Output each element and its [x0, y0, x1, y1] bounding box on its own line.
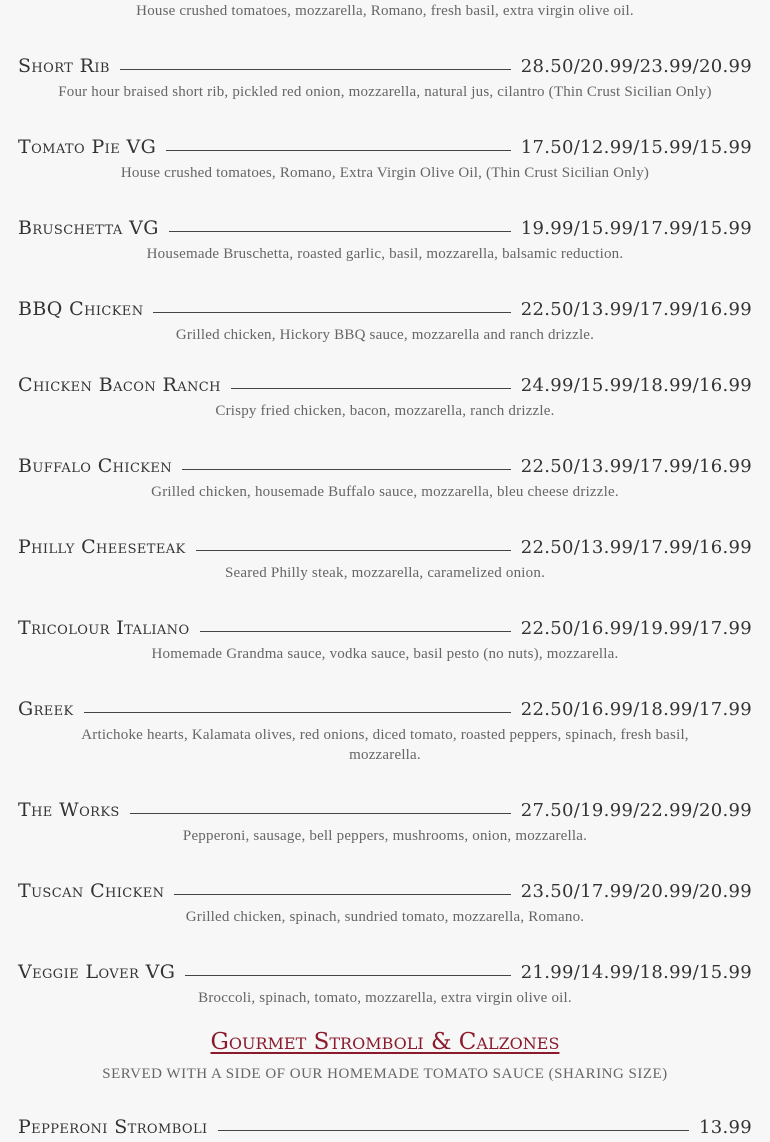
dotted-leader: [153, 311, 510, 313]
item-name: Bruschetta VG: [18, 217, 159, 239]
menu-item: [18, 791, 752, 821]
dotted-leader: [182, 468, 511, 470]
item-name: Tuscan Chicken: [18, 880, 165, 902]
item-price: 19.99/15.99/17.99/15.99: [520, 218, 752, 239]
item-description: Seared Philly steak, mozzarella, caramelized onion.: [224, 565, 546, 581]
item-name: Veggie Lover VG: [18, 961, 176, 983]
menu-item: [18, 290, 752, 320]
section-subtitle: SERVED WITH A SIDE OF OUR HOMEMADE TOMATO SAUCE (SHARING SIZE): [102, 1066, 668, 1082]
item-description: Homemade Grandma sauce, vodka sauce, basil pesto (no nuts), mozzarella.: [151, 646, 619, 662]
item-name: The Works: [18, 799, 120, 821]
item-price: 28.50/20.99/23.99/20.99: [520, 56, 752, 77]
item-description: Grilled chicken, Hickory BBQ sauce, mozzarella and ranch drizzle.: [175, 327, 595, 343]
dotted-leader: [185, 974, 510, 976]
item-description: Housemade Bruschetta, roasted garlic, basil, mozzarella, balsamic reduction.: [146, 246, 624, 262]
dotted-leader: [174, 893, 510, 895]
item-description: Pepperoni, sausage, bell peppers, mushrooms, onion, mozzarella.: [182, 828, 588, 844]
item-price: 22.50/16.99/19.99/17.99: [520, 618, 752, 639]
dotted-leader: [196, 549, 511, 551]
dotted-leader: [231, 387, 511, 389]
menu-item: [18, 528, 752, 558]
item-price: 22.50/16.99/18.99/17.99: [520, 699, 752, 720]
item-name: Short Rib: [18, 55, 110, 77]
item-description: House crushed tomatoes, Romano, Extra Virgin Olive Oil, (Thin Crust Sicilian Only): [120, 165, 650, 181]
item-description: Grilled chicken, spinach, sundried tomato, mozzarella, Romano.: [185, 909, 585, 925]
item-description: Artichoke hearts, Kalamata olives, red onions, diced tomato, roasted peppers, spinach, fresh basil, mozzarella.: [81, 727, 689, 763]
item-price: 17.50/12.99/15.99/15.99: [520, 137, 752, 158]
item-name: Chicken Bacon Ranch: [18, 374, 221, 396]
item-price: 22.50/13.99/17.99/16.99: [520, 299, 752, 320]
dotted-leader: [120, 68, 511, 70]
item-name: Philly Cheeseteak: [18, 536, 186, 558]
section-heading: Gourmet Stromboli & Calzones: [210, 1029, 560, 1055]
item-description: Crispy fried chicken, bacon, mozzarella, ranch drizzle.: [215, 403, 555, 419]
menu-item: [18, 872, 752, 902]
item-price: 22.50/13.99/17.99/16.99: [520, 456, 752, 477]
item-price: 13.99: [698, 1117, 752, 1138]
menu-item: [18, 128, 752, 158]
dotted-leader: [166, 149, 511, 151]
menu-item: [18, 1108, 752, 1138]
item-name: Tricolour Italiano: [18, 617, 190, 639]
dotted-leader: [169, 230, 511, 232]
item-name: Tomato Pie VG: [18, 136, 157, 158]
item-description: Four hour braised short rib, pickled red onion, mozzarella, natural jus, cilantro (Thin Crust Sicilian Only): [58, 84, 712, 100]
menu-item: [18, 690, 752, 720]
item-description: Grilled chicken, housemade Buffalo sauce, mozzarella, bleu cheese drizzle.: [151, 484, 619, 500]
menu-item: [18, 447, 752, 477]
dotted-leader: [218, 1129, 689, 1131]
item-name: BBQ Chicken: [18, 298, 144, 320]
item-name: Greek: [18, 698, 74, 720]
item-price: 24.99/15.99/18.99/16.99: [520, 375, 752, 396]
menu-item: [18, 47, 752, 77]
item-name: Buffalo Chicken: [18, 455, 173, 477]
menu-item: [18, 609, 752, 639]
menu-item: [18, 366, 752, 396]
dotted-leader: [130, 812, 511, 814]
item-price: 22.50/13.99/17.99/16.99: [520, 537, 752, 558]
item-price: 21.99/14.99/18.99/15.99: [520, 962, 752, 983]
item-description: House crushed tomatoes, mozzarella, Romano, fresh basil, extra virgin olive oil.: [136, 3, 634, 19]
dotted-leader: [84, 711, 511, 713]
menu-item: [18, 209, 752, 239]
item-description: Broccoli, spinach, tomato, mozzarella, extra virgin olive oil.: [198, 990, 572, 1006]
dotted-leader: [200, 630, 511, 632]
item-price: 27.50/19.99/22.99/20.99: [520, 800, 752, 821]
menu-item: [18, 953, 752, 983]
item-price: 23.50/17.99/20.99/20.99: [520, 881, 752, 902]
item-name: Pepperoni Stromboli: [18, 1116, 208, 1138]
